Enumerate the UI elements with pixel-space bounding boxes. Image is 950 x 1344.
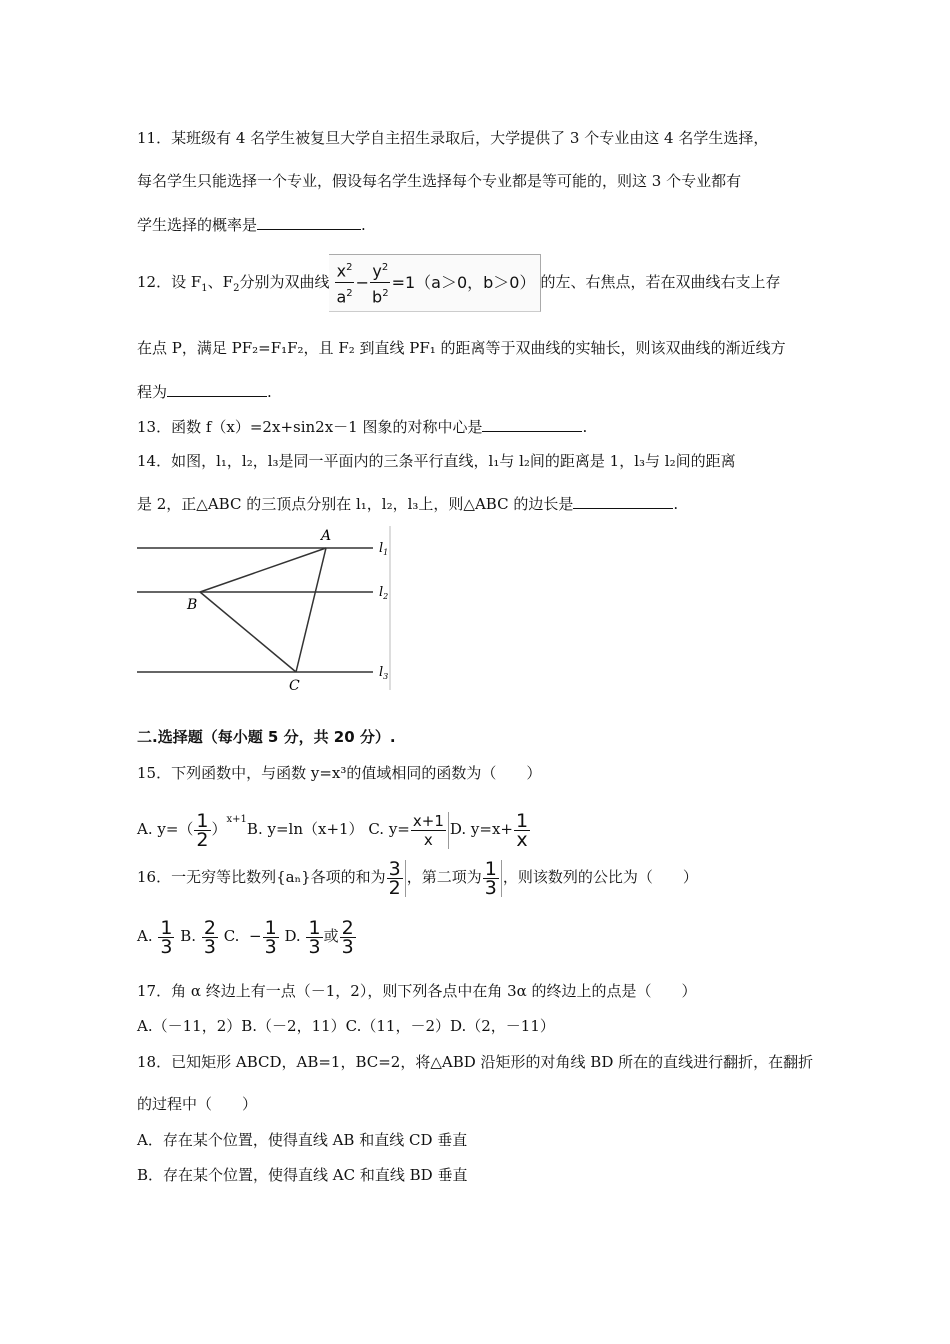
q13-text: 13．函数 f（x）=2x+sin2x－1 图象的对称中心是 (137, 418, 483, 436)
fraction: $\frac{1}{3}$ (308, 916, 321, 958)
q17-stem: 17．角 α 终边上有一点（－1，2），则下列各点中在角 3α 的终边上的点是（ ） (137, 982, 697, 1000)
fraction: $\frac{x+1}{x}$ (411, 812, 449, 849)
q14-line1: 14．如图，l₁，l₂，l₃是同一平面内的三条平行直线，l₁与 l₂间的距离是 1，l₃与 l₂间的距离 (137, 452, 736, 470)
q12-text: 的左、右焦点，若在双曲线右支上存 (540, 272, 781, 291)
option-a-label: A. y=（ (137, 820, 194, 838)
line-label-l1: $l_1$ (379, 541, 389, 557)
option-b-label: B. (180, 927, 197, 945)
answer-blank (482, 415, 582, 432)
q12-line3 (137, 380, 272, 402)
fraction: $\frac{2}{3}$ (341, 916, 354, 958)
vertex-label-a: A (321, 528, 332, 544)
q11-line3 (137, 213, 366, 235)
q11-text: 学生选择的概率是 (137, 216, 258, 234)
paren: ） (211, 820, 227, 838)
q18-option-b: B．存在某个位置，使得直线 AC 和直线 BD 垂直 (137, 1166, 468, 1184)
q15-stem: 15．下列函数中，与函数 y=x³的值域相同的函数为（ ） (137, 764, 542, 782)
q13-line (137, 415, 587, 437)
vertex-label-c: C (289, 678, 300, 692)
option-c-label: C. y= (368, 820, 410, 838)
q12-text: 程为 (137, 383, 168, 401)
q16-text: ，则该数列的公比为（ ） (502, 868, 698, 886)
q18-option-a: A．存在某个位置，使得直线 AB 和直线 CD 垂直 (137, 1131, 468, 1149)
fraction: $\frac{y^2}{b^2}$ (370, 257, 391, 309)
or-text: 或 (323, 927, 339, 945)
fraction: $\frac{1}{3}$ (160, 916, 173, 958)
q18-line1: 18．已知矩形 ABCD，AB=1，BC=2，将△ABD 沿矩形的对角线 BD 所在的直线进行翻折，在翻折 (137, 1053, 814, 1071)
hyperbola-equation (329, 254, 540, 312)
equation-tail: =1（a＞0，b＞0） (391, 272, 536, 292)
q16-text: ，第二项为 (406, 868, 482, 886)
q12-line2: 在点 P，满足 PF₂=F₁F₂，且 F₂ 到直线 PF₁ 的距离等于双曲线的实轴长，则该双曲线的渐近线方 (137, 339, 786, 357)
option-d-label: D. y=x+ (449, 820, 513, 838)
q16-options (137, 914, 357, 958)
fraction: $\frac{1}{3}$ (483, 860, 502, 897)
q12-period: . (267, 383, 272, 401)
q12-text: 12．设 F (137, 272, 202, 291)
parallel-lines-triangle-figure (137, 524, 397, 692)
triangle-side-ab (200, 548, 326, 592)
option-b: B. y=ln（x+1） (246, 820, 364, 838)
q12-text: 分别为双曲线 (239, 272, 330, 291)
line-label-l3: $l_3$ (379, 665, 389, 681)
q12-text: 、F (207, 272, 234, 291)
minus-sign: − (355, 272, 370, 292)
triangle-side-bc (200, 592, 296, 672)
subscript: 1 (201, 282, 208, 294)
fraction: $\frac{1}{x}$ (515, 809, 529, 851)
option-c-label: C. (223, 927, 240, 945)
q18-line2: 的过程中（ ） (137, 1095, 258, 1113)
option-d-label: D. (284, 927, 301, 945)
q13-period: . (582, 418, 588, 436)
fraction: $\frac{1}{3}$ (264, 916, 277, 958)
q12-line1 (137, 254, 781, 314)
answer-blank (257, 213, 361, 230)
minus-sign: − (248, 927, 262, 945)
q14-text: 是 2，正△ABC 的三顶点分别在 l₁，l₂，l₃上，则△ABC 的边长是 (137, 495, 574, 513)
subscript: 2 (233, 282, 240, 294)
q11-line1: 11．某班级有 4 名学生被复旦大学自主招生录取后，大学提供了 3 个专业由这 4 名学生选择， (137, 129, 769, 147)
exponent: x+1 (226, 814, 247, 825)
line-label-l2: $l_2$ (379, 585, 389, 601)
fraction: $\frac{1}{2}$ (196, 809, 209, 851)
q14-period: . (673, 495, 679, 513)
triangle-side-ac (296, 548, 326, 672)
fraction: $\frac{2}{3}$ (203, 916, 216, 958)
answer-blank (573, 492, 673, 509)
q15-options (137, 798, 531, 851)
fraction: $\frac{3}{2}$ (387, 860, 406, 897)
q14-line2 (137, 492, 678, 514)
section-heading: 二.选择题（每小题 5 分，共 20 分）. (137, 728, 396, 746)
q16-stem (137, 855, 698, 899)
vertex-label-b: B (187, 597, 198, 613)
option-a-label: A. (137, 927, 153, 945)
q17-options: A.（－11，2）B.（－2，11）C.（11，－2）D.（2，－11） (137, 1017, 555, 1035)
q11-line2: 每名学生只能选择一个专业，假设每名学生选择每个专业都是等可能的，则这 3 个专业都有 (137, 172, 742, 190)
q11-period: . (361, 216, 366, 234)
fraction: $\frac{x^2}{a^2}$ (334, 257, 354, 309)
answer-blank (167, 380, 267, 397)
q16-text: 16．一无穷等比数列{aₙ}各项的和为 (137, 868, 386, 886)
